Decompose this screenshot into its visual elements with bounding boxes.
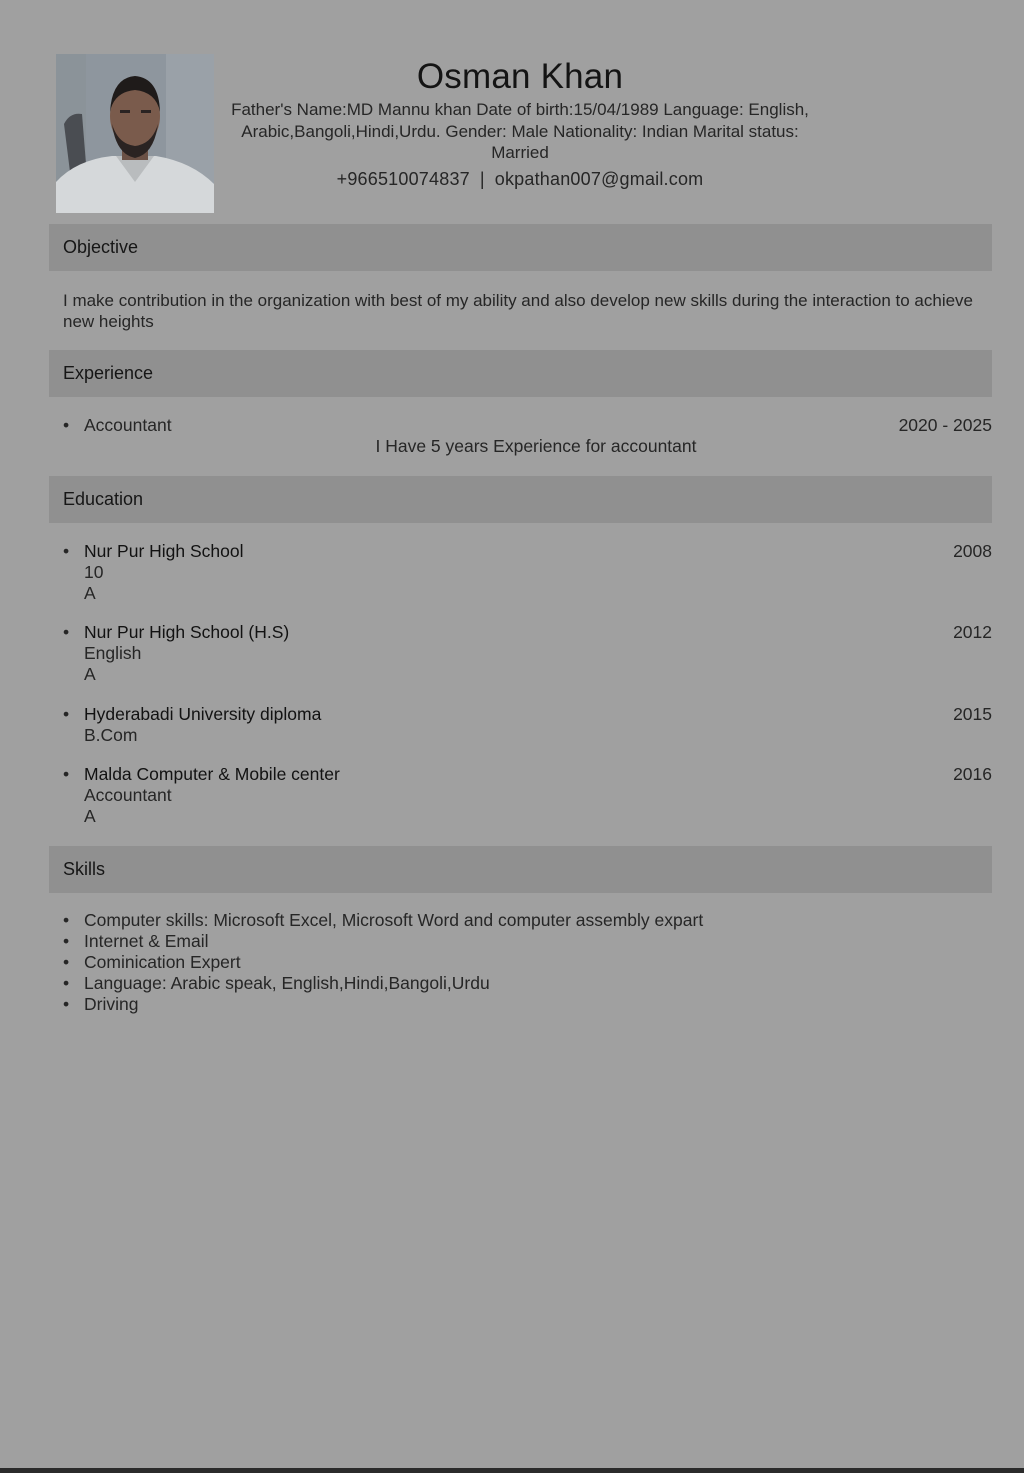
bullet: • — [63, 764, 70, 784]
bullet: • — [63, 704, 70, 724]
phone-number: +966510074837 — [336, 168, 470, 189]
objective-text: I make contribution in the organization with best of my ability and also develop new skills during the interaction to achieve new heights — [63, 291, 974, 331]
profile-photo-icon — [56, 54, 214, 213]
bullet: • — [63, 622, 70, 642]
skill-item — [63, 931, 992, 952]
education-item — [63, 541, 992, 604]
skill-item — [63, 910, 992, 931]
skill-text: Driving — [84, 994, 139, 1014]
experience-years: 2020 - 2025 — [898, 415, 992, 435]
education-detail: English — [84, 643, 142, 663]
bullet: • — [63, 973, 70, 993]
bullet: • — [63, 541, 70, 561]
email-address: okpathan007@gmail.com — [494, 168, 704, 189]
bullet: • — [63, 415, 70, 435]
contact-separator: | — [479, 168, 485, 189]
personal-details: Father's Name:MD Mannu khan Date of birth:15/04/1989 Language: English, Arabic,Bangoli,Hindi,Urdu. Gender: Male Nationality: Indian Marital status: Married — [231, 100, 809, 162]
skill-item — [63, 973, 992, 994]
experience-item — [63, 415, 992, 436]
education-year: 2016 — [953, 764, 992, 784]
education-detail: B.Com — [84, 725, 138, 745]
bottom-edge-bar — [0, 1468, 1024, 1473]
education-item — [63, 622, 992, 685]
education-detail: Accountant — [84, 785, 172, 805]
skill-text: Language: Arabic speak, English,Hindi,Bangoli,Urdu — [84, 973, 490, 993]
bullet: • — [63, 931, 70, 951]
candidate-name: Osman Khan — [416, 57, 624, 96]
education-year: 2012 — [953, 622, 992, 642]
education-item — [63, 764, 992, 827]
skill-text: Cominication Expert — [84, 952, 241, 972]
bullet: • — [63, 952, 70, 972]
education-heading: Education — [49, 476, 992, 523]
education-school: Malda Computer & Mobile center — [84, 764, 340, 784]
education-grade: A — [84, 806, 96, 826]
profile-photo — [56, 54, 214, 213]
experience-heading: Experience — [49, 350, 992, 397]
skills-list — [63, 910, 992, 1015]
education-school: Hyderabadi University diploma — [84, 704, 322, 724]
bullet: • — [63, 994, 70, 1014]
experience-title: Accountant — [84, 415, 172, 435]
bullet: • — [63, 910, 70, 930]
education-grade: A — [84, 583, 96, 603]
education-year: 2008 — [953, 541, 992, 561]
skill-text: Internet & Email — [84, 931, 209, 951]
experience-description: I Have 5 years Experience for accountant — [375, 436, 697, 456]
skill-item — [63, 952, 992, 973]
skill-text: Computer skills: Microsoft Excel, Microsoft Word and computer assembly expart — [84, 910, 704, 930]
education-detail: 10 — [84, 562, 104, 582]
objective-heading: Objective — [49, 224, 992, 271]
resume-header — [230, 56, 810, 190]
education-item — [63, 704, 992, 746]
skills-heading: Skills — [49, 846, 992, 893]
contact-line — [230, 168, 810, 190]
education-school: Nur Pur High School (H.S) — [84, 622, 290, 642]
skill-item — [63, 994, 992, 1015]
education-school: Nur Pur High School — [84, 541, 244, 561]
education-year: 2015 — [953, 704, 992, 724]
education-grade: A — [84, 664, 96, 684]
